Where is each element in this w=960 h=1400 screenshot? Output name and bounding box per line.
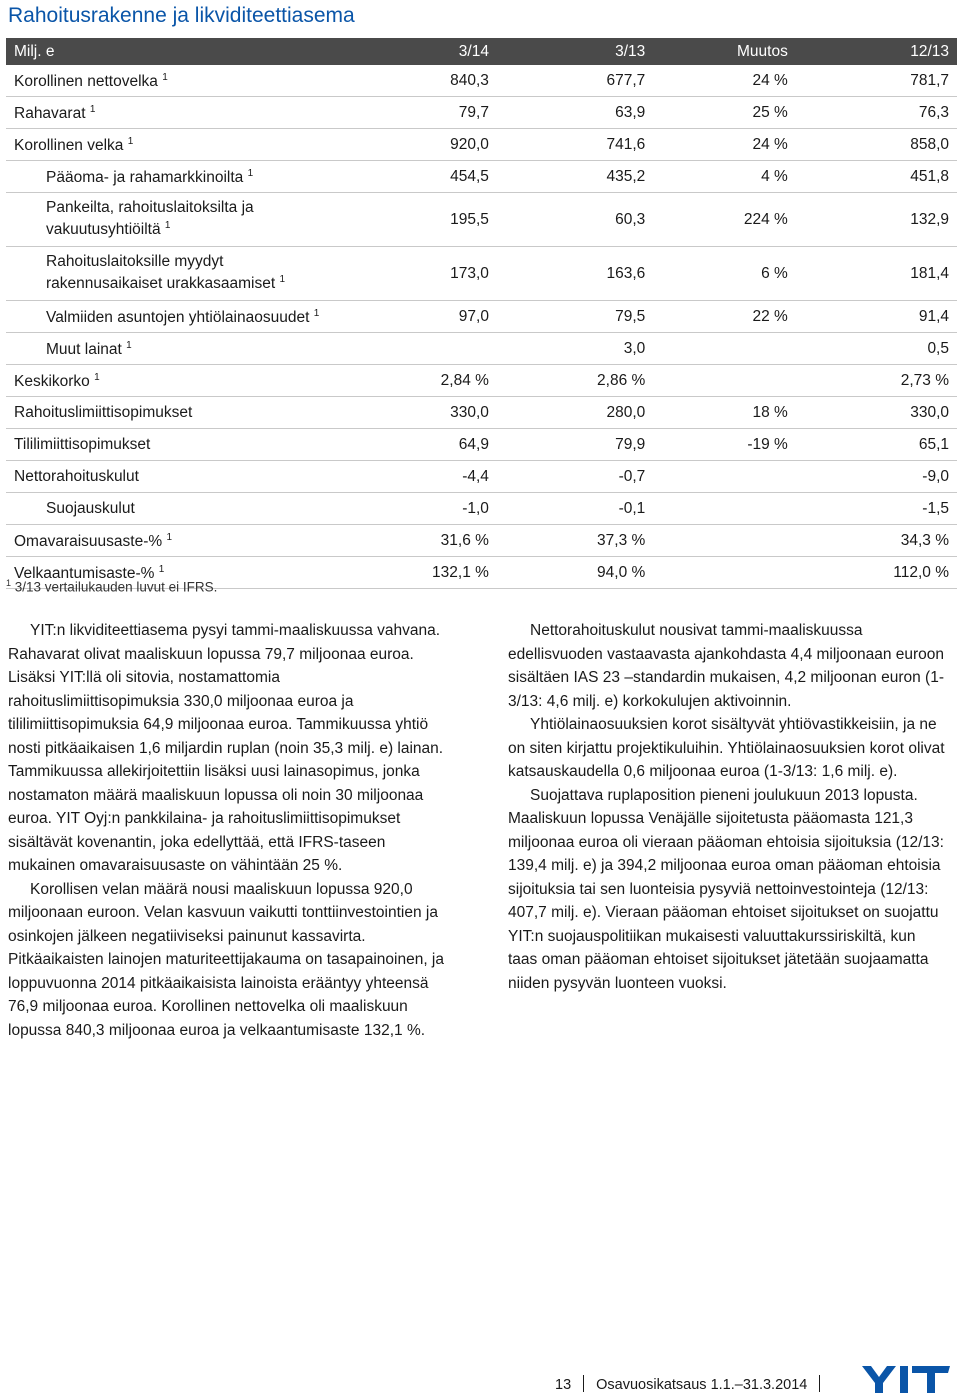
cell: 858,0 [796, 129, 957, 161]
right-text-column [508, 619, 948, 995]
paragraph: Yhtiölainaosuuksien korot sisältyvät yhtiövastikkeisiin, ja ne on siten kirjattu projektikuluihin. Yhtiölainaosuuksien korot olivat katsauskaudella 0,6 miljoonaa euroa (1-3/13: 1,6 milj. e). [508, 716, 945, 780]
cell: 18 % [653, 397, 796, 429]
header-unit: Milj. e [6, 38, 345, 65]
table-row [6, 65, 957, 97]
paragraph: YIT:n likviditeettiasema pysyi tammi-maaliskuussa vahvana. Rahavarat olivat maaliskuun lopussa 79,7 miljoonaa euroa. Lisäksi YIT:llä oli sitovia, nostamattomia rahoituslimiittisopimuksia 330,0 miljoonaa euroa ja tililimiittisopimuksia 64,9 miljoonaa euroa. Tammikuussa yhtiö nosti pitkäaikaisen 1,6 miljardin ruplan (noin 35,3 milj. e) lainan. Tammikuussa allekirjoitettiin lisäksi uusi lainasopimus, jonka nostamaton määrä maaliskuun lopussa oli noin 30 miljoonaa euroa. YIT Oyj:n pankkilaina- ja rahoituslimiittisopimukset sisältävät kovenantin, joka edellyttää, että IFRS-taseen mukainen omavaraisuusaste on vähintään 25 %. [8, 622, 444, 874]
row-label: Korollinen nettovelka $^1$ [6, 65, 345, 97]
cell: 195,5 [345, 193, 497, 247]
table-row [6, 333, 957, 365]
cell: -4,4 [345, 461, 497, 493]
cell: 280,0 [497, 397, 653, 429]
row-label: Keskikorko $^1$ [6, 365, 345, 397]
cell: -9,0 [796, 461, 957, 493]
document-name: Osavuosikatsaus 1.1.–31.3.2014 [596, 1377, 808, 1393]
row-label: Muut lainat $^1$ [6, 333, 345, 365]
table-row [6, 193, 957, 247]
page-footer [555, 1375, 832, 1393]
cell: 64,9 [345, 429, 497, 461]
table-row [6, 161, 957, 193]
table-footnote: $^1$ 3/13 vertailukauden luvut ei IFRS. [6, 578, 218, 595]
header-3-13: 3/13 [497, 38, 653, 65]
table-header-row [6, 38, 957, 65]
table-row [6, 97, 957, 129]
section-title: Rahoitusrakenne ja likviditeettiasema [8, 4, 355, 27]
cell: -1,5 [796, 493, 957, 525]
cell: -0,1 [497, 493, 653, 525]
cell [653, 333, 796, 365]
cell: 454,5 [345, 161, 497, 193]
row-label: Tililimiittisopimukset [6, 429, 345, 461]
table-row [6, 129, 957, 161]
cell: 173,0 [345, 247, 497, 301]
cell: 132,9 [796, 193, 957, 247]
row-label: Rahoituslaitoksille myydyt rakennusaikaiset urakkasaamiset $^1$ [6, 247, 345, 301]
cell: 22 % [653, 301, 796, 333]
footer-divider [819, 1375, 820, 1392]
row-label: Rahoituslimiittisopimukset [6, 397, 345, 429]
cell: 0,5 [796, 333, 957, 365]
cell: 79,5 [497, 301, 653, 333]
cell: -0,7 [497, 461, 653, 493]
row-label: Rahavarat $^1$ [6, 97, 345, 129]
yit-logo-icon [862, 1363, 952, 1395]
cell: 840,3 [345, 65, 497, 97]
cell: 112,0 % [796, 557, 957, 589]
cell: 6 % [653, 247, 796, 301]
table-row [6, 461, 957, 493]
row-label: Suojauskulut [6, 493, 345, 525]
cell: 97,0 [345, 301, 497, 333]
cell [345, 333, 497, 365]
table-row [6, 493, 957, 525]
cell: 4 % [653, 161, 796, 193]
yit-logo [862, 1363, 952, 1400]
page-number: 13 [555, 1377, 572, 1393]
cell [653, 557, 796, 589]
cell: 2,86 % [497, 365, 653, 397]
cell: 65,1 [796, 429, 957, 461]
cell [653, 461, 796, 493]
cell: 76,3 [796, 97, 957, 129]
cell: 25 % [653, 97, 796, 129]
row-label: Korollinen velka $^1$ [6, 129, 345, 161]
cell [653, 493, 796, 525]
row-label: Valmiiden asuntojen yhtiölainaosuudet $^1$ [6, 301, 345, 333]
left-text-column [8, 619, 444, 1042]
cell: 63,9 [497, 97, 653, 129]
row-label: Omavaraisuusaste-% $^1$ [6, 525, 345, 557]
cell: 781,7 [796, 65, 957, 97]
header-3-14: 3/14 [345, 38, 497, 65]
header-change: Muutos [653, 38, 796, 65]
footer-divider [583, 1375, 584, 1392]
cell [653, 525, 796, 557]
cell: 60,3 [497, 193, 653, 247]
cell: 34,3 % [796, 525, 957, 557]
cell: 741,6 [497, 129, 653, 161]
table-row [6, 365, 957, 397]
cell: 163,6 [497, 247, 653, 301]
cell: 2,73 % [796, 365, 957, 397]
row-label: Nettorahoituskulut [6, 461, 345, 493]
row-label: Velkaantumisaste-% $^1$ [6, 557, 345, 589]
cell: 330,0 [796, 397, 957, 429]
table-row [6, 397, 957, 429]
table-row [6, 301, 957, 333]
cell: 224 % [653, 193, 796, 247]
financing-table [6, 38, 957, 589]
cell: -1,0 [345, 493, 497, 525]
cell: 24 % [653, 65, 796, 97]
row-label: Pankeilta, rahoituslaitoksilta ja vakuutusyhtiöiltä $^1$ [6, 193, 345, 247]
cell: 920,0 [345, 129, 497, 161]
table-row [6, 429, 957, 461]
paragraph: Korollisen velan määrä nousi maaliskuun lopussa 920,0 miljoonaan euroon. Velan kasvuun vaikutti tonttiinvestointien ja osinkojen jälkeen negatiiviseksi painunut kassavirta. Pitkäaikaisten lainojen maturiteettijakauma on tasapainoinen, ja loppuvuonna 2014 pitkäaikaisista lainoista erääntyy yhteensä 76,9 miljoonaa euroa. Korollinen nettovelka oli maaliskuun lopussa 840,3 miljoonaa euroa ja velkaantumisaste 132,1 %. [8, 880, 444, 1039]
paragraph: Nettorahoituskulut nousivat tammi-maaliskuussa edellisvuoden vastaavasta ajankohdasta 4,4 miljoonaan euroon sisältäen IAS 23 –standardin mukaisen, 4,2 miljoonan euron (1-3/13: 4,6 milj. e) korkokulujen aktivoinnin. [508, 622, 945, 710]
cell: -19 % [653, 429, 796, 461]
cell: 132,1 % [345, 557, 497, 589]
cell: 451,8 [796, 161, 957, 193]
paragraph: Suojattava ruplaposition pieneni joulukuun 2013 lopusta. Maaliskuun lopussa Venäjälle sijoitetusta pääomasta 121,3 miljoonaa euroa oli vieraan pääoman ehtoisia sijoituksia (12/13: 139,4 milj. e) ja 394,2 miljoonaa euroa oman pääoman ehtoisia sijoituksia tai sen luonteisia pysyviä nettoinvestointeja (12/13: 407,7 milj. e). Vieraan pääoman ehtoiset sijoitukset on suojattu YIT:n suojauspolitiikan mukaisesti valuuttakurssiriskiltä, kun taas oman pääoman ehtoiset sijoitukset jätetään suojaamatta niiden pysyvän luonteen vuoksi. [508, 786, 944, 992]
header-12-13: 12/13 [796, 38, 957, 65]
cell: 435,2 [497, 161, 653, 193]
cell: 31,6 % [345, 525, 497, 557]
cell: 94,0 % [497, 557, 653, 589]
cell: 3,0 [497, 333, 653, 365]
table-row [6, 525, 957, 557]
cell: 24 % [653, 129, 796, 161]
cell: 91,4 [796, 301, 957, 333]
table-row [6, 247, 957, 301]
row-label: Pääoma- ja rahamarkkinoilta $^1$ [6, 161, 345, 193]
cell: 2,84 % [345, 365, 497, 397]
cell [653, 365, 796, 397]
cell: 37,3 % [497, 525, 653, 557]
cell: 79,9 [497, 429, 653, 461]
cell: 79,7 [345, 97, 497, 129]
cell: 330,0 [345, 397, 497, 429]
cell: 181,4 [796, 247, 957, 301]
cell: 677,7 [497, 65, 653, 97]
